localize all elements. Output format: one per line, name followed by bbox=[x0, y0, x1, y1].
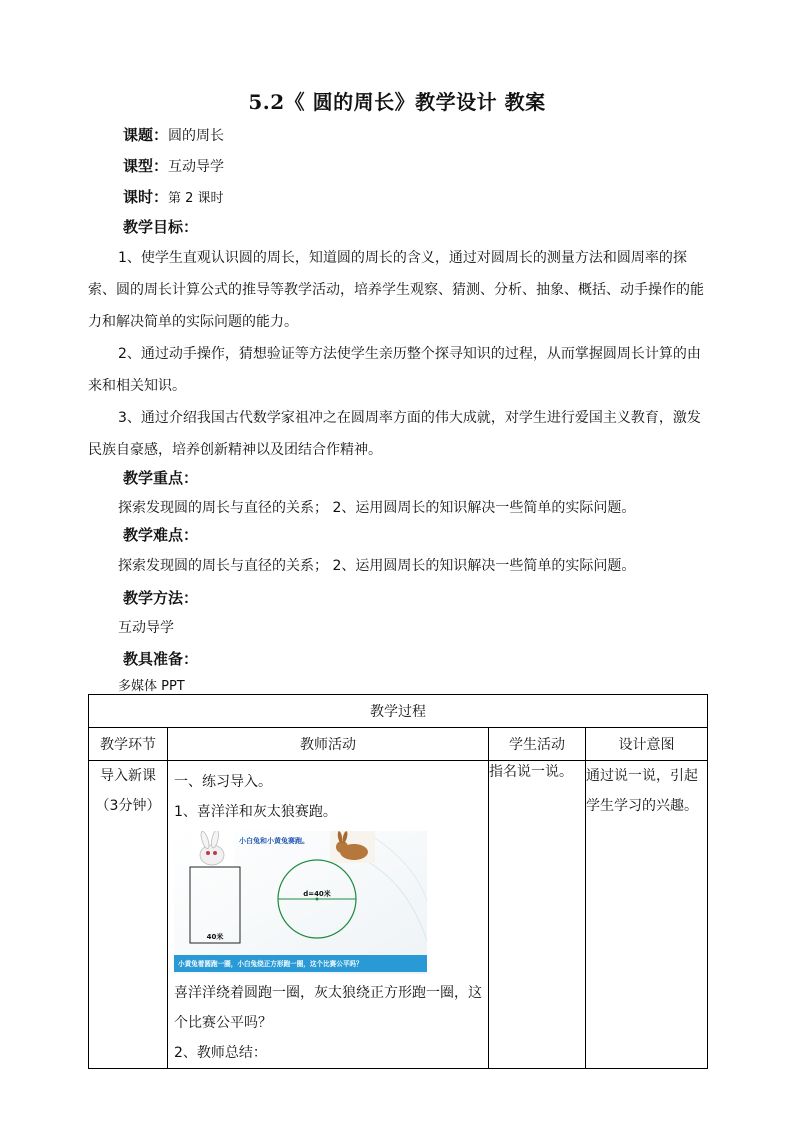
method-text: 互动导学 bbox=[118, 620, 174, 636]
objective-3: 3、通过介绍我国古代数学家祖冲之在圆周率方面的伟大成就，对学生进行爱国主义教育，激发民族自豪感，培养创新精神以及团结合作精神。 bbox=[88, 410, 701, 458]
race-picture bbox=[174, 831, 427, 974]
picture-bottom-caption: 小黄兔着圆跑一圈，小白兔绕正方形跑一圈，这个比赛公平吗？ bbox=[178, 960, 363, 968]
teacher-line-3b: 个比赛公平吗？ bbox=[174, 1015, 272, 1031]
teacher-line-3a: 喜洋洋绕着圆跑一圈，灰太狼绕正方形跑一圈，这 bbox=[174, 985, 482, 1001]
stage-name: 导入新课 bbox=[100, 768, 156, 784]
stage-cell bbox=[89, 761, 168, 1069]
header-teacher-activity: 教师活动 bbox=[168, 728, 489, 761]
objective-1: 1、使学生直观认识圆的周长，知道圆的周长的含义，通过对圆周长的测量方法和圆周率的探索、圆的周长计算公式的推导等教学活动，培养学生观察、猜测、分析、抽象、概括、动手操作的能力和解决简单的实际问题的能力。 bbox=[88, 250, 704, 330]
difficulties-text: 探索发现圆的周长与直径的关系； 2、运用圆周长的知识解决一些简单的实际问题。 bbox=[118, 558, 636, 574]
document-title: 5.2《 圆的周长》教学设计 教案 bbox=[248, 90, 546, 114]
difficulties-heading: 教学难点： bbox=[123, 526, 199, 544]
period-label: 课时： bbox=[123, 188, 169, 206]
header-design-intent: 设计意图 bbox=[586, 728, 708, 761]
header-stage: 教学环节 bbox=[89, 728, 168, 761]
type-line bbox=[123, 155, 224, 176]
method-heading: 教学方法： bbox=[123, 589, 199, 607]
stage-duration: （3分钟） bbox=[95, 798, 161, 814]
circle-label: d=40米 bbox=[303, 890, 331, 898]
teacher-line-1: 一、练习导入。 bbox=[174, 774, 272, 790]
table-row bbox=[89, 761, 708, 1069]
type-value: 互动导学 bbox=[168, 159, 225, 175]
white-rabbit-icon bbox=[192, 831, 234, 867]
picture-top-caption: 小白兔和小黄兔赛跑。 bbox=[239, 837, 309, 845]
teacher-line-4: 2、教师总结： bbox=[174, 1045, 267, 1061]
key-points-heading: 教学重点： bbox=[123, 469, 199, 487]
brown-rabbit-icon bbox=[330, 831, 375, 863]
race-illustration bbox=[174, 831, 427, 974]
student-activity-cell bbox=[489, 761, 586, 1069]
topic-value: 圆的周长 bbox=[168, 128, 225, 144]
type-label: 课型： bbox=[123, 157, 169, 175]
topic-line bbox=[123, 124, 224, 145]
square-label: 40米 bbox=[206, 933, 224, 941]
teaching-process-table bbox=[88, 694, 708, 1069]
tools-text: 多媒体 PPT bbox=[118, 679, 185, 694]
objective-2: 2、通过动手操作，猜想验证等方法使学生亲历整个探寻知识的过程，从而掌握圆周长计算的由来和相关知识。 bbox=[88, 346, 701, 394]
key-points-text: 探索发现圆的周长与直径的关系； 2、运用圆周长的知识解决一些简单的实际问题。 bbox=[118, 500, 636, 516]
table-caption: 教学过程 bbox=[89, 695, 708, 728]
objectives-heading: 教学目标： bbox=[123, 218, 199, 236]
tools-heading: 教具准备： bbox=[123, 650, 199, 668]
teacher-line-2: 1、喜洋洋和灰太狼赛跑。 bbox=[174, 804, 337, 820]
design-intent-cell bbox=[586, 761, 708, 1069]
period-line bbox=[123, 186, 224, 207]
student-activity-text: 指名说一说。 bbox=[489, 764, 573, 780]
topic-label: 课题： bbox=[123, 126, 169, 144]
header-student-activity: 学生活动 bbox=[489, 728, 586, 761]
design-intent-text: 通过说一说，引起学生学习的兴趣。 bbox=[586, 768, 698, 814]
teacher-activity-cell bbox=[168, 761, 489, 1069]
period-value: 第 2 课时 bbox=[168, 191, 224, 206]
